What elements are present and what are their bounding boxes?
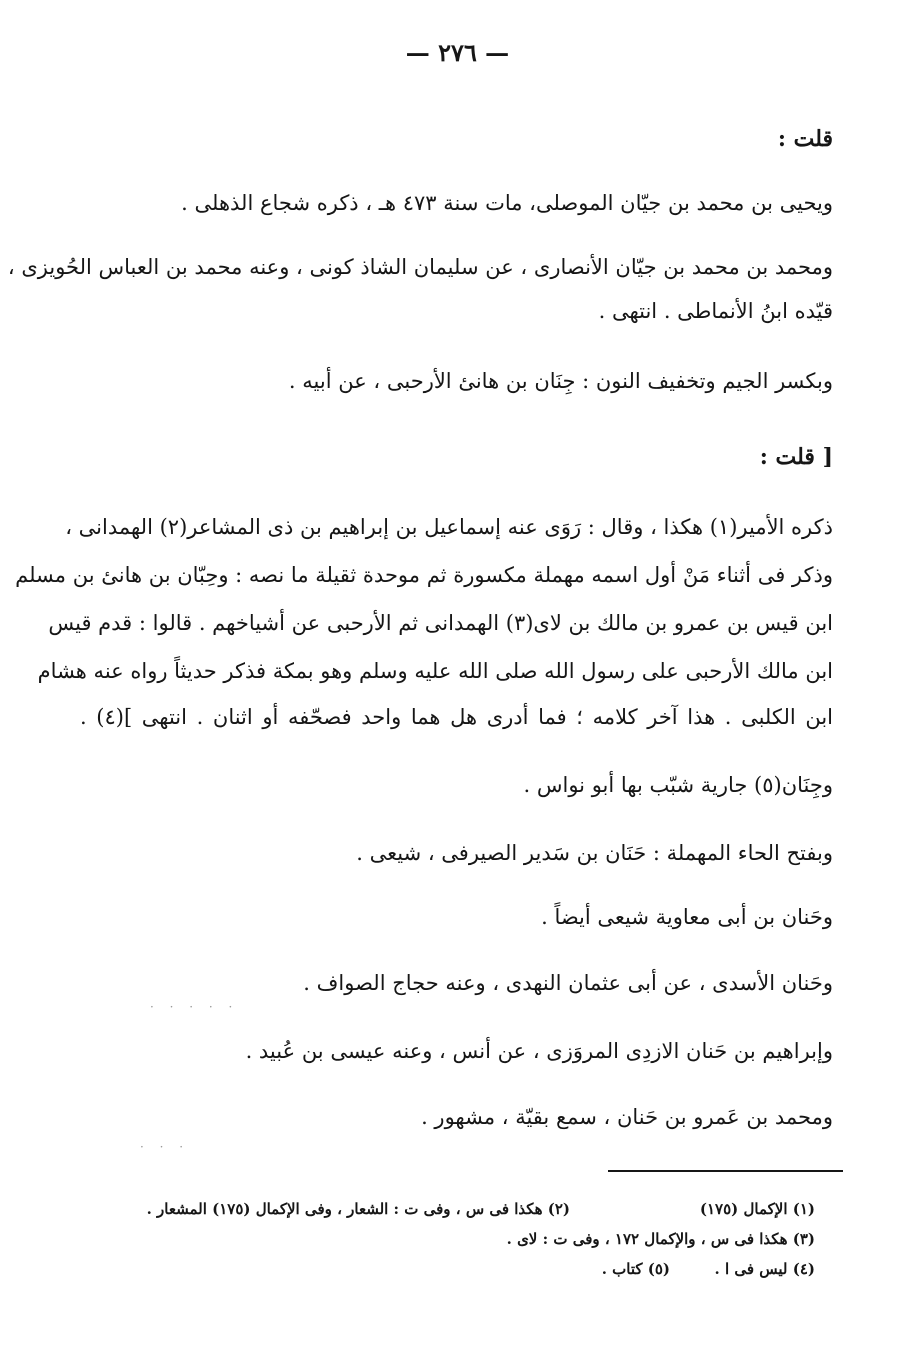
page-number: — ٢٧٦ — [405, 38, 510, 67]
paragraph-line-4: ابن مالك الأرحبى على رسول الله صلى الله عليه وسلم وهو بمكة فذكر حديثاً رواه عنه هشام [37, 659, 833, 683]
entry-jinan-bin-hani: وبكسر الجيم وتخفيف النون : جِنَان بن هانئ الأرحبى ، عن أبيه . [288, 369, 833, 393]
footnote-5: (٥) كتاب . [601, 1260, 670, 1278]
footnote-divider [608, 1170, 843, 1172]
qult-heading: قلت : [777, 126, 833, 152]
footnote-4: (٤) ليس فى ا . [714, 1260, 815, 1278]
paper-specks: · · · · · [150, 1000, 239, 1014]
footnote-2: (٢) هكذا فى س ، وفى ت : الشعار ، وفى الإكمال (١٧٥) المشعار . [146, 1200, 570, 1218]
footnote-1: (١) الإكمال (١٧٥) [699, 1200, 815, 1218]
paragraph-line-5: ابن الكلبى . هذا آخر كلامه ؛ فما أدرى هل هما واحد فصحّفه أو اثنان . انتهى ](٤) . [80, 705, 833, 729]
paragraph-line-2: وذكر فى أثناء مَنْ أول اسمه مهملة مكسورة ثم موحدة ثقيلة ما نصه : وحِبّان بن هانئ بن مسلم [15, 563, 833, 587]
entry-hanan-al-asadi: وحَنان الأسدى ، عن أبى عثمان النهدى ، وعنه حجاج الصواف . [303, 971, 833, 995]
footnote-3: (٣) هكذا فى س ، والإكمال ١٧٢ ، وفى ت : لاى . [506, 1230, 815, 1248]
paragraph-line-1: ذكره الأمير(١) هكذا ، وقال : رَوَى عنه إسماعيل بن إبراهيم بن ذى المشاعر(٢) الهمدانى ، [65, 515, 833, 539]
entry-yahya: ويحيى بن محمد بن جيّان الموصلى، مات سنة ٤٧٣ هـ ، ذكره شجاع الذهلى . [181, 191, 833, 215]
paragraph-line-3: ابن قيس بن عمرو بن مالك بن لاى(٣) الهمدانى ثم الأرحبى عن أشياخهم . قالوا : قدم قيس [48, 611, 833, 635]
entry-muhammad-bin-amr: ومحمد بن عَمرو بن حَنان ، سمع بقيّة ، مشهور . [421, 1105, 833, 1129]
entry-muhammad-line-2: قيّده ابنُ الأنماطى . انتهى . [598, 299, 833, 323]
entry-hanan-bin-sadir: وبفتح الحاء المهملة : حَنَان بن سَدير الصيرفى ، شيعى . [356, 841, 833, 865]
entry-jinan-jariya: وجِنَان(٥) جارية شبّب بها أبو نواس . [523, 773, 833, 797]
entry-hanan-bin-abi-muawiya: وحَنان بن أبى معاوية شيعى أيضاً . [541, 905, 833, 929]
qult-bracket-heading: [ قلت : [759, 444, 833, 470]
entry-muhammad-line-1: ومحمد بن محمد بن جيّان الأنصارى ، عن سليمان الشاذ كونى ، وعنه محمد بن العباس الحُويزى ، [7, 255, 833, 279]
paper-specks: · · · [140, 1140, 190, 1154]
entry-ibrahim-bin-hanan: وإبراهيم بن حَنان الازدِى المروَزى ، عن أنس ، وعنه عيسى بن عُبيد . [245, 1039, 833, 1063]
